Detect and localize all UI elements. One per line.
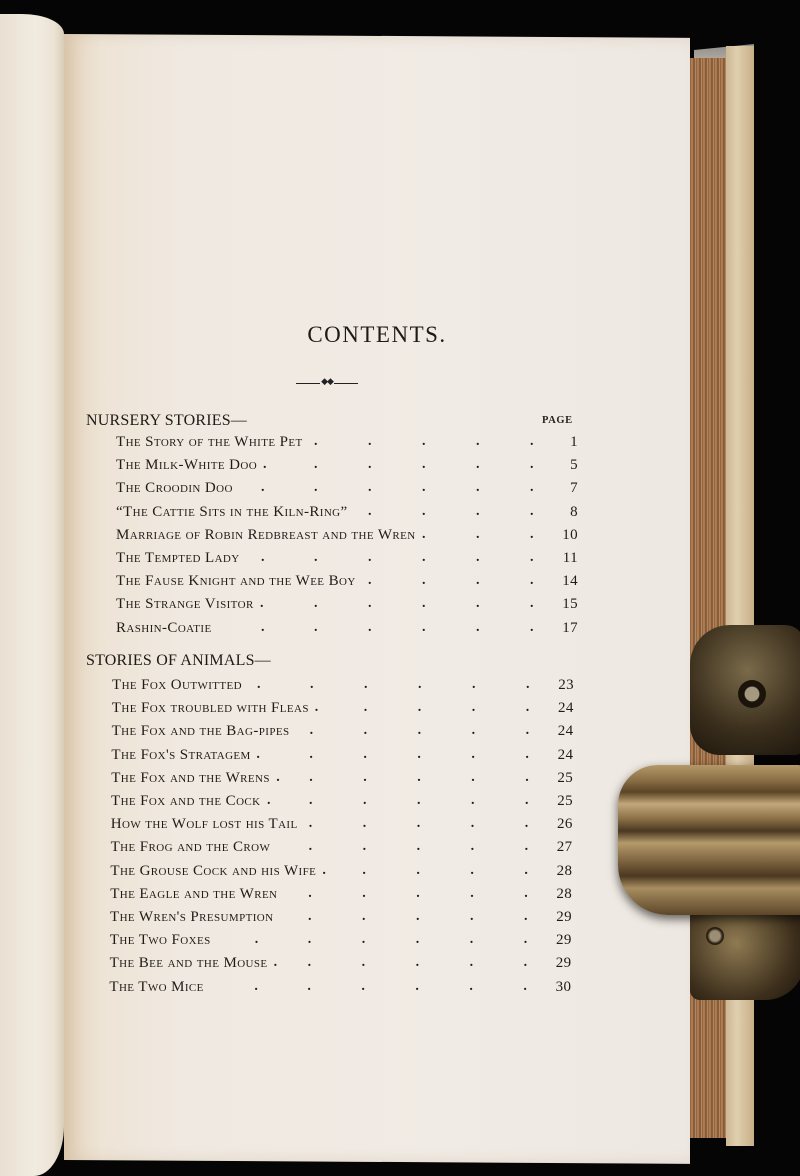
leader-dot: .: [469, 955, 474, 971]
leader-dot: .: [267, 793, 271, 808]
leader-dot: .: [476, 526, 480, 542]
leader-dot: .: [416, 839, 421, 855]
leader-dot: .: [415, 978, 420, 994]
toc-entry: [110, 909, 572, 929]
entry-title: The Eagle and the Wren: [110, 885, 278, 902]
leader-dot: .: [314, 700, 319, 716]
leader-dot: .: [307, 955, 312, 971]
leader-dot: .: [530, 434, 534, 449]
leader-dot: .: [469, 932, 474, 948]
leader-dot: .: [416, 885, 421, 901]
entry-page-number: 29: [555, 932, 572, 949]
leader-dot: .: [254, 978, 259, 994]
entry-title: The Two Foxes: [109, 932, 211, 949]
brass-clasp: [610, 625, 800, 1005]
leader-dot: .: [525, 793, 529, 808]
entry-page-number: 1: [570, 434, 578, 450]
leader-dot: .: [417, 793, 421, 808]
entry-page-number: 28: [556, 862, 573, 879]
leader-dot: .: [422, 526, 426, 542]
rivet-icon: [706, 927, 724, 945]
entry-page-number: 25: [557, 769, 574, 786]
entry-title: Rashin-Coatie: [116, 619, 212, 636]
leader-dot: .: [314, 457, 318, 473]
leader-dot: .: [254, 932, 259, 948]
leader-dot: .: [416, 862, 421, 878]
entry-title: The Bee and the Mouse: [109, 955, 268, 972]
leader-dot: .: [309, 793, 313, 808]
entry-page-number: 28: [556, 885, 573, 902]
toc-entry: [116, 504, 578, 524]
leader-dot: .: [422, 503, 426, 519]
leader-dot: .: [422, 573, 426, 589]
leader-dot: .: [524, 839, 529, 855]
leader-dot: .: [472, 677, 476, 692]
leader-dot: .: [308, 816, 313, 832]
leader-dot: .: [416, 816, 421, 832]
leader-dot: .: [363, 793, 367, 808]
leader-dot: .: [308, 909, 312, 924]
toc-entry: [116, 620, 578, 640]
entry-title: The Fox and the Cock: [111, 793, 261, 809]
leader-dot: .: [476, 550, 480, 565]
screw-hole-icon: [738, 680, 766, 708]
leader-dot: .: [530, 457, 534, 473]
leader-dot: .: [309, 723, 314, 739]
entry-title: The Milk-White Doo: [116, 457, 258, 474]
leader-dot: .: [471, 746, 476, 762]
entry-title: The Fox troubled with Fleas: [111, 700, 309, 717]
entry-page-number: 7: [570, 480, 578, 497]
leader-dot: .: [307, 978, 312, 994]
leader-dot: .: [276, 769, 281, 785]
leader-dot: .: [524, 816, 529, 832]
entry-page-number: 15: [562, 596, 578, 613]
leader-dot: .: [476, 503, 480, 519]
leader-dot: .: [273, 955, 278, 971]
leader-dot: .: [314, 480, 318, 496]
ornament-divider-icon: ◆◆: [296, 378, 358, 388]
toc-entry: [110, 863, 572, 883]
toc-entry: [111, 747, 573, 767]
leader-dot: .: [363, 769, 368, 785]
leader-dot: .: [418, 677, 422, 692]
leader-dot: .: [476, 480, 480, 496]
leader-dot: .: [363, 723, 368, 739]
toc-entry: [116, 550, 578, 570]
entry-title: The Fox and the Bag-pipes: [111, 723, 290, 740]
leader-dot: .: [309, 769, 314, 785]
leader-dot: .: [476, 573, 480, 589]
leader-dot: .: [261, 480, 265, 496]
entry-page-number: 29: [556, 909, 572, 925]
leader-dot: .: [257, 677, 261, 692]
page-column-label: PAGE: [542, 415, 573, 426]
entry-title: How the Wolf lost his Tail: [110, 816, 298, 833]
leader-dot: .: [362, 862, 367, 878]
leader-dot: .: [476, 596, 480, 612]
section-heading: STORIES OF ANIMALS—: [86, 652, 271, 669]
leader-dot: .: [530, 526, 534, 542]
leader-dot: .: [470, 862, 475, 878]
leader-dot: .: [530, 573, 534, 589]
leader-dot: .: [314, 596, 318, 612]
entry-title: The Wren's Presumption: [110, 909, 274, 925]
entry-title: The Fox and the Wrens: [111, 769, 270, 786]
toc-entry: [111, 839, 573, 859]
toc-entry: [116, 573, 578, 593]
leader-dot: .: [530, 503, 534, 519]
leader-dot: .: [361, 978, 366, 994]
leader-dot: .: [476, 619, 480, 635]
leader-dot: .: [476, 434, 480, 449]
leader-dot: .: [361, 955, 366, 971]
toc-entry: [110, 955, 572, 975]
leader-dot: .: [470, 839, 475, 855]
leader-dot: .: [471, 769, 476, 785]
leader-dot: .: [362, 839, 367, 855]
leader-dot: .: [308, 839, 313, 855]
leader-dot: .: [422, 596, 426, 612]
leader-dot: .: [260, 596, 264, 612]
toc-entry: [112, 677, 574, 697]
leader-dot: .: [415, 955, 420, 971]
leader-dot: .: [469, 978, 474, 994]
toc-entry: [112, 723, 574, 743]
entry-title: “The Cattie Sits in the Kiln-Ring”: [116, 503, 348, 520]
leader-dot: .: [525, 723, 530, 739]
leader-dot: .: [417, 746, 422, 762]
entry-page-number: 30: [555, 978, 572, 995]
leader-dot: .: [368, 619, 372, 635]
leader-dot: .: [368, 573, 372, 589]
leader-dot: .: [368, 434, 372, 449]
leader-dot: .: [256, 746, 261, 762]
leader-dot: .: [530, 596, 534, 612]
entry-page-number: 29: [555, 955, 572, 972]
leader-dot: .: [422, 434, 426, 449]
leader-dot: .: [417, 723, 422, 739]
leader-dot: .: [415, 932, 420, 948]
toc-entry: [111, 816, 573, 836]
leader-dot: .: [525, 700, 530, 716]
entry-page-number: 17: [562, 619, 578, 636]
page-title: CONTENTS.: [307, 322, 447, 347]
leader-dot: .: [526, 677, 530, 692]
leader-dot: .: [530, 619, 534, 635]
toc-entry: [116, 457, 578, 477]
entry-page-number: 25: [557, 793, 573, 809]
leader-dot: .: [476, 457, 480, 473]
leader-dot: .: [308, 885, 313, 901]
toc-entry: [109, 979, 571, 999]
leader-dot: .: [363, 700, 368, 716]
leader-dot: .: [471, 723, 476, 739]
leader-dot: .: [310, 677, 314, 692]
toc-entry: [112, 700, 574, 720]
leader-dot: .: [523, 955, 528, 971]
leader-dot: .: [261, 550, 265, 565]
entry-title: The Fox's Stratagem: [111, 746, 251, 763]
leader-dot: .: [470, 885, 475, 901]
toc-entry: [110, 886, 572, 906]
leader-dot: .: [362, 909, 366, 924]
leader-dot: .: [523, 978, 528, 994]
leader-dot: .: [422, 480, 426, 496]
entry-title: The Fause Knight and the Wee Boy: [116, 573, 356, 590]
leader-dot: .: [525, 769, 530, 785]
entry-page-number: 23: [558, 677, 574, 693]
leader-dot: .: [470, 816, 475, 832]
entry-page-number: 5: [570, 457, 578, 474]
leader-dot: .: [422, 619, 426, 635]
leader-dot: .: [368, 457, 372, 473]
section-heading: NURSERY STORIES—: [86, 412, 248, 429]
entry-page-number: 10: [562, 526, 578, 543]
leader-dot: .: [368, 596, 372, 612]
leader-dot: .: [368, 503, 372, 519]
entry-title: The Grouse Cock and his Wife: [110, 862, 317, 879]
toc-entry: [111, 793, 573, 813]
entry-title: The Story of the White Pet: [116, 434, 303, 450]
leader-dot: .: [416, 909, 420, 924]
entry-page-number: 24: [557, 746, 574, 763]
entry-title: The Tempted Lady: [116, 550, 240, 566]
entry-title: The Croodin Doo: [116, 480, 233, 497]
toc-entry: [111, 770, 573, 790]
toc-entry: [116, 527, 578, 547]
toc-entry: [116, 596, 578, 616]
leader-dot: .: [470, 909, 474, 924]
entry-page-number: 27: [556, 839, 573, 856]
entry-page-number: 11: [562, 550, 578, 566]
toc-entry: [116, 434, 578, 454]
leader-dot: .: [368, 480, 372, 496]
leader-dot: .: [314, 550, 318, 565]
leader-dot: .: [523, 932, 528, 948]
leader-dot: .: [417, 769, 422, 785]
entry-title: Marriage of Robin Redbreast and the Wren: [116, 526, 416, 543]
entry-page-number: 14: [562, 573, 578, 590]
leader-dot: .: [322, 862, 327, 878]
leader-dot: .: [363, 746, 368, 762]
entry-page-number: 24: [557, 723, 574, 740]
entry-page-number: 26: [556, 816, 573, 833]
leader-dot: .: [524, 885, 529, 901]
leader-dot: .: [314, 619, 318, 635]
entry-page-number: 24: [557, 700, 574, 717]
leader-dot: .: [471, 793, 475, 808]
leader-dot: .: [422, 457, 426, 473]
toc-entry: [110, 932, 572, 952]
leader-dot: .: [524, 862, 529, 878]
leader-dot: .: [530, 550, 534, 565]
leader-dot: .: [309, 746, 314, 762]
entry-title: The Fox Outwitted: [112, 677, 242, 693]
toc-entry: [116, 480, 578, 500]
leader-dot: .: [417, 700, 422, 716]
leader-dot: .: [362, 816, 367, 832]
leader-dot: .: [530, 480, 534, 496]
entry-title: The Two Mice: [109, 978, 204, 995]
leader-dot: .: [422, 550, 426, 565]
entry-page-number: 8: [570, 503, 578, 520]
leader-dot: .: [307, 932, 312, 948]
entry-title: The Strange Visitor: [116, 596, 254, 613]
leader-dot: .: [263, 457, 267, 473]
leader-dot: .: [314, 434, 318, 449]
entry-title: The Frog and the Crow: [110, 839, 271, 856]
leader-dot: .: [471, 700, 476, 716]
leader-dot: .: [364, 677, 368, 692]
leader-dot: .: [362, 885, 367, 901]
leader-dot: .: [368, 550, 372, 565]
leader-dot: .: [524, 909, 528, 924]
left-curled-page: [0, 14, 64, 1176]
leader-dot: .: [261, 619, 265, 635]
leader-dot: .: [361, 932, 366, 948]
leader-dot: .: [525, 746, 530, 762]
